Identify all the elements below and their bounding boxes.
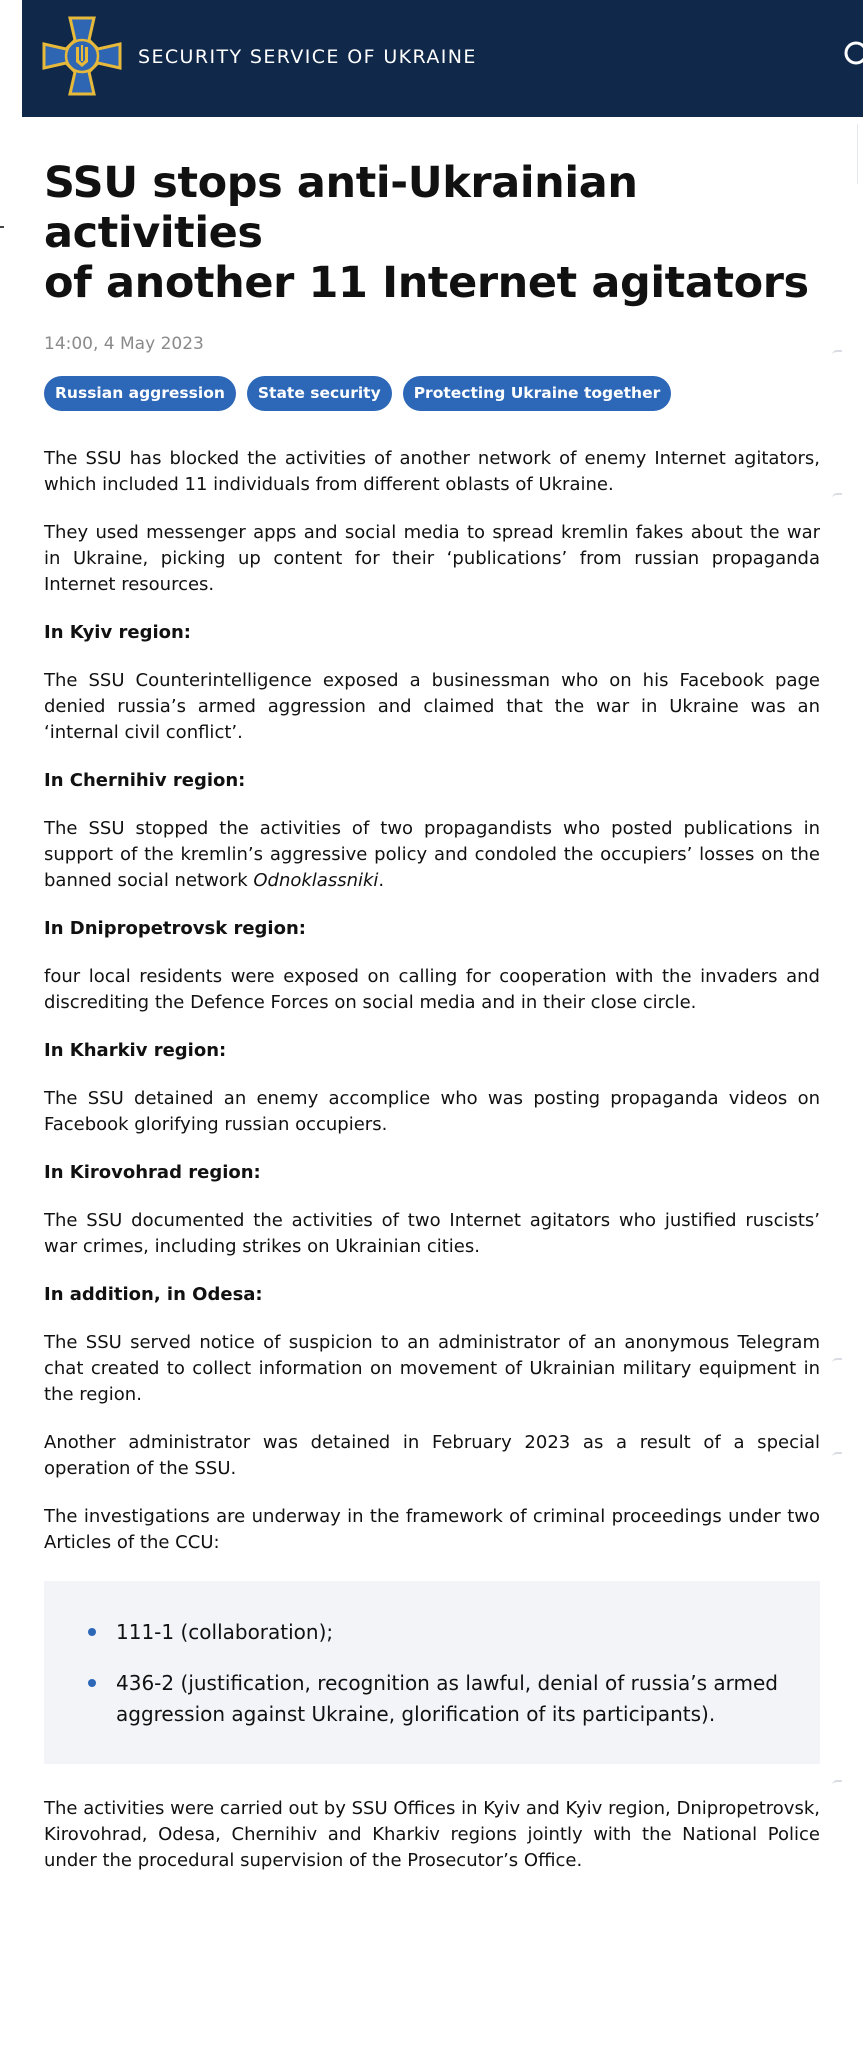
paragraph: four local residents were exposed on calling for cooperation with the invaders and discrediting the Defence Forces on social media and in their close circle. [44, 966, 820, 1013]
paragraph: The SSU detained an enemy accomplice who was posting propaganda videos on Facebook glorifying russian occupiers. [44, 1088, 820, 1135]
side-panel-edge [857, 124, 863, 184]
site-header [22, 0, 863, 117]
article [44, 158, 820, 1896]
paragraph: The activities were carried out by SSU Offices in Kyiv and Kyiv region, Dnipropetrovsk, Kirovohrad, Odesa, Chernihiv and Kharkiv regions jointly with the National Police under the procedural supervision of the Prosecutor’s Office. [44, 1798, 820, 1871]
section-heading: In Kyiv region: [44, 622, 191, 643]
bullet-icon [88, 1679, 96, 1687]
site-name[interactable]: SECURITY SERVICE OF UKRAINE [138, 46, 477, 68]
section-heading: In Kirovohrad region: [44, 1162, 261, 1183]
bullet-icon [88, 1628, 96, 1636]
tag-list [44, 376, 820, 411]
search-icon[interactable] [843, 40, 863, 74]
edge-tick [832, 350, 842, 355]
paragraph: The SSU documented the activities of two Internet agitators who justified ruscists’ war crimes, including strikes on Ukrainian cities. [44, 1210, 820, 1257]
title-line-1: SSU stops anti-Ukrainian activities [44, 158, 638, 258]
paragraph-text: The SSU stopped the activities of two propagandists who posted publications in support of the kremlin’s aggressive policy and condoled the occupiers’ losses on the banned social network [44, 818, 820, 891]
paragraph: They used messenger apps and social media to spread kremlin fakes about the war in Ukraine, picking up content for their ‘publications’ from russian propaganda Internet resources. [44, 522, 820, 595]
social-network-name: Odnoklassniki [253, 870, 379, 891]
articles-list [86, 1617, 778, 1730]
paragraph-end: . [378, 870, 385, 891]
ssu-emblem-icon[interactable] [42, 16, 122, 96]
paragraph: The SSU has blocked the activities of another network of enemy Internet agitators, which included 11 individuals from different oblasts of Ukraine. [44, 448, 820, 495]
section-heading: In addition, in Odesa: [44, 1284, 263, 1305]
tag-state-security[interactable]: State security [247, 376, 392, 411]
list-item-text: 436-2 (justification, recognition as lawful, denial of russia’s armed aggression against Ukraine, glorification of its participants). [116, 1671, 778, 1726]
article-title [44, 158, 820, 308]
article-date: 14:00, 4 May 2023 [44, 334, 204, 354]
articles-list-box [44, 1581, 820, 1764]
article-body [44, 446, 820, 1874]
tag-protecting-ukraine-together[interactable]: Protecting Ukraine together [403, 376, 672, 411]
edge-mark [0, 226, 4, 228]
tag-russian-aggression[interactable]: Russian aggression [44, 376, 236, 411]
paragraph: The SSU served notice of suspicion to an administrator of an anonymous Telegram chat created to collect information on movement of Ukrainian military equipment in the region. [44, 1332, 820, 1405]
list-item [86, 1617, 778, 1648]
edge-tick [832, 493, 842, 498]
edge-tick [832, 1780, 842, 1785]
paragraph: The investigations are underway in the framework of criminal proceedings under two Articles of the CCU: [44, 1506, 820, 1553]
paragraph [44, 816, 820, 894]
list-item [86, 1668, 778, 1730]
title-line-2: of another 11 Internet agitators [44, 258, 809, 308]
paragraph: The SSU Counterintelligence exposed a businessman who on his Facebook page denied russia’s armed aggression and claimed that the war in Ukraine was an ‘internal civil conflict’. [44, 670, 820, 743]
list-item-text: 111-1 (collaboration); [116, 1620, 334, 1644]
section-heading: In Kharkiv region: [44, 1040, 227, 1061]
paragraph: Another administrator was detained in February 2023 as a result of a special operation of the SSU. [44, 1432, 820, 1479]
edge-tick [832, 1358, 842, 1363]
section-heading: In Dnipropetrovsk region: [44, 918, 306, 939]
section-heading: In Chernihiv region: [44, 770, 246, 791]
edge-tick [832, 1452, 842, 1457]
